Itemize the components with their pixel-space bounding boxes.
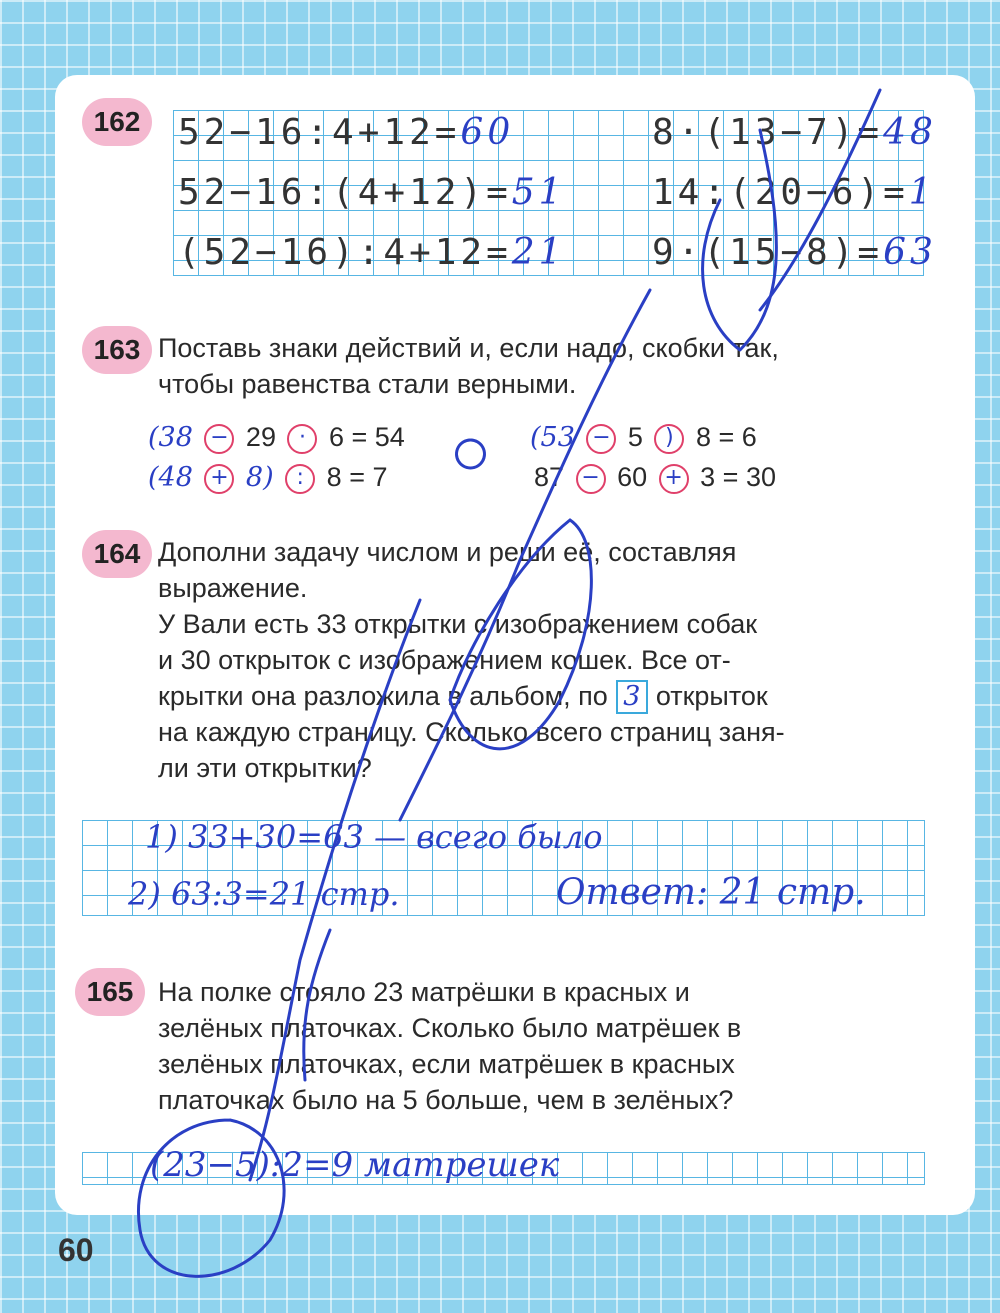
task-163-line-2: чтобы равенства стали верными. <box>158 369 577 399</box>
task-164-line-7: ли эти открытки? <box>158 753 372 783</box>
answer-162-6: 63 <box>883 232 937 273</box>
solution-165: (23−5):2=9 матрешек <box>150 1145 560 1185</box>
equation-163-2: (48 + 8) : 8 = 7 <box>148 462 388 493</box>
equation-162-2: 52−16:(4+12)=51 <box>178 172 566 213</box>
equation-163-1: (38 − 29 · 6 = 54 <box>148 422 405 453</box>
task-number-165: 165 <box>75 968 145 1016</box>
solution-164-2: 2) 63:3=21 стр. <box>128 875 400 913</box>
equation-163-3: (53 − 5 ) 8 = 6 <box>530 422 757 453</box>
equation-162-3: (52−16):4+12=21 <box>178 232 566 273</box>
answer-162-3: 21 <box>511 232 566 273</box>
page-number: 60 <box>58 1232 94 1268</box>
task-165-text <box>158 974 926 1118</box>
equation-163-4: 87 − 60 + 3 = 30 <box>534 462 776 492</box>
task-164-line-6: на каждую страницу. Сколько всего страниц заня- <box>158 717 785 747</box>
answer-162-2: 51 <box>511 172 566 213</box>
task-163-text <box>158 330 926 402</box>
operator-slot[interactable]: : <box>285 464 315 494</box>
answer-162-1: 60 <box>460 112 515 153</box>
task-number-164: 164 <box>82 530 152 578</box>
answer-162-5: 1 <box>908 172 936 213</box>
equation-162-6: 9·(15−8)=63 <box>652 232 937 273</box>
task-165-line-2: зелёных платочках. Сколько было матрёшек в <box>158 1013 742 1043</box>
number-input-box[interactable]: 3 <box>616 680 648 714</box>
task-163-line-1: Поставь знаки действий и, если надо, скобки так, <box>158 333 779 363</box>
answer-164: Ответ: 21 стр. <box>556 872 866 913</box>
task-164-line-3: У Вали есть 33 открытки с изображением собак <box>158 609 758 639</box>
operator-slot[interactable]: − <box>576 464 606 494</box>
equation-162-5: 14:(20−6)=1 <box>652 172 936 213</box>
task-164-text <box>158 534 926 786</box>
task-165-line-4: платочках было на 5 больше, чем в зелёных? <box>158 1085 734 1115</box>
task-165-line-1: На полке стояло 23 матрёшки в красных и <box>158 977 690 1007</box>
operator-slot[interactable]: + <box>204 464 234 494</box>
task-164-line-4: и 30 открыток с изображением кошек. Все от- <box>158 645 731 675</box>
operator-slot[interactable]: ) <box>654 424 684 454</box>
task-164-line-2: выражение. <box>158 573 308 603</box>
equation-162-1: 52−16:4+12=60 <box>178 112 515 153</box>
operator-slot[interactable]: · <box>287 424 317 454</box>
task-number-162: 162 <box>82 98 152 146</box>
solution-164-1: 1) 33+30=63 — всего было <box>145 818 603 856</box>
operator-slot[interactable]: + <box>659 464 689 494</box>
task-165-line-3: зелёных платочках, если матрёшек в красных <box>158 1049 735 1079</box>
task-number-163: 163 <box>82 326 152 374</box>
equation-162-4: 8·(13−7)=48 <box>652 112 937 153</box>
task-164-line-1: Дополни задачу числом и реши её, составляя <box>158 537 737 567</box>
answer-162-4: 48 <box>883 112 937 153</box>
operator-slot[interactable]: − <box>204 424 234 454</box>
operator-slot[interactable]: − <box>586 424 616 454</box>
task-164-line-5: крытки она разложила в альбом, по 3 открыток <box>158 681 768 712</box>
